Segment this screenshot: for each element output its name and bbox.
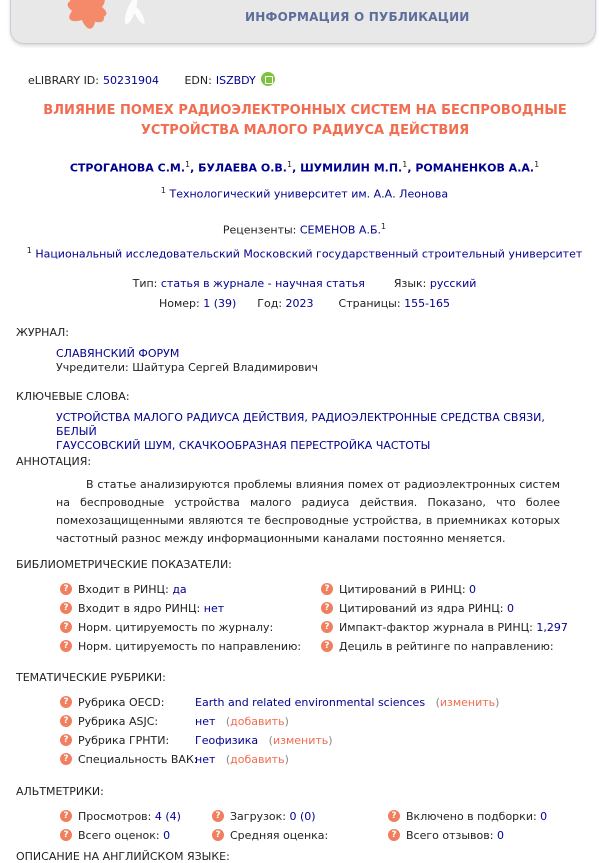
- author-link[interactable]: РОМАНЕНКОВ А.А.: [415, 161, 535, 175]
- biblio-heading: БИБЛИОМЕТРИЧЕСКИЕ ПОКАЗАТЕЛИ:: [16, 558, 232, 571]
- altmetric-value: 0: [540, 810, 548, 823]
- altmetric-value: 0 (0): [289, 810, 316, 823]
- altmetric-value: 0: [163, 829, 171, 842]
- help-icon[interactable]: ?: [321, 583, 333, 595]
- biblio-row: [60, 621, 273, 634]
- elib-id-link[interactable]: 50231904: [102, 74, 159, 87]
- founders-label: Учредители:: [56, 361, 129, 374]
- keywords-block: [56, 411, 576, 453]
- meta-type-lang: [0, 277, 609, 290]
- english-description-heading: ОПИСАНИЕ НА АНГЛИЙСКОМ ЯЗЫКЕ:: [16, 850, 230, 863]
- keywords-line-2[interactable]: ГАУССОВСКИЙ ШУМ, СКАЧКООБРАЗНАЯ ПЕРЕСТРОЙКА ЧАСТОТЫ: [56, 439, 431, 452]
- biblio-value: нет: [203, 602, 225, 615]
- help-icon[interactable]: ?: [60, 829, 72, 841]
- altmetric-label: Всего оценок:: [78, 829, 160, 842]
- abstract-heading: АННОТАЦИЯ:: [16, 455, 92, 468]
- author-affil-sup: 1: [185, 160, 191, 169]
- biblio-label: Цитирований из ядра РИНЦ:: [339, 602, 504, 615]
- altmetric-item: [212, 810, 316, 823]
- type-label: Тип:: [132, 277, 158, 290]
- rubric-value: нет: [195, 715, 216, 728]
- author-affil-sup: 1: [286, 160, 293, 169]
- altmetric-item: [60, 829, 170, 842]
- altmetric-label: Просмотров:: [78, 810, 152, 823]
- biblio-row: [321, 621, 568, 634]
- help-icon[interactable]: ?: [60, 753, 72, 765]
- biblio-row: [321, 602, 514, 615]
- rubric-label: Специальность ВАК:: [78, 753, 198, 766]
- biblio-value: 0: [469, 583, 477, 596]
- help-icon[interactable]: ?: [60, 696, 72, 708]
- help-icon[interactable]: ?: [60, 810, 72, 822]
- elib-id-label: eLIBRARY ID:: [28, 74, 99, 87]
- publication-title: [20, 101, 590, 141]
- affiliation-link[interactable]: Национальный исследовательский Московский государственный строительный университет: [35, 247, 583, 261]
- affiliation-link[interactable]: Технологический университет им. А.А. Леонова: [169, 187, 449, 201]
- year-label: Год:: [257, 297, 283, 310]
- rubric-value-row: Earth and related environmental sciences (изменить): [195, 696, 500, 709]
- help-icon[interactable]: ?: [60, 734, 72, 746]
- rubric-value-row: Геофизика (изменить): [195, 734, 333, 747]
- header-title: ИНФОРМАЦИЯ О ПУБЛИКАЦИИ: [245, 10, 470, 24]
- pages-value: 155-165: [404, 297, 451, 310]
- lang-label: Язык:: [393, 277, 427, 290]
- biblio-row: [321, 640, 554, 653]
- rubric-change-link[interactable]: изменить: [439, 696, 496, 709]
- biblio-label: Норм. цитируемость по направлению:: [78, 640, 302, 653]
- altmetrics-heading: АЛЬТМЕТРИКИ:: [16, 785, 104, 798]
- altmetric-label: Средняя оценка:: [230, 829, 329, 842]
- altmetric-label: Загрузок:: [230, 810, 286, 823]
- authors-list: СТРОГАНОВА С.М.$^1$, БУЛАЕВА О.В.$^1$, ШУМИЛИН М.П.$^1$, РОМАНЕНКОВ А.А.$^1$: [69, 160, 540, 175]
- biblio-value: 1,297: [536, 621, 568, 634]
- citation-export-icon[interactable]: [261, 72, 275, 86]
- help-icon[interactable]: ?: [212, 829, 224, 841]
- issue-label: Номер:: [158, 297, 200, 310]
- rubric-add-link[interactable]: добавить: [230, 715, 285, 728]
- journal-block: [56, 347, 576, 375]
- author-affil-sup: 1: [534, 160, 540, 169]
- reviewers: [0, 222, 609, 237]
- help-icon[interactable]: ?: [388, 829, 400, 841]
- biblio-label: Норм. цитируемость по журналу:: [78, 621, 274, 634]
- rubric-value[interactable]: Earth and related environmental sciences: [195, 696, 426, 709]
- rubric-label: Рубрика ASJC:: [78, 715, 159, 728]
- biblio-row: [321, 583, 476, 596]
- biblio-value: 0: [506, 602, 514, 615]
- rubric-label: Рубрика OECD:: [78, 696, 165, 709]
- author-link[interactable]: БУЛАЕВА О.В.: [198, 161, 287, 175]
- altmetric-item: [388, 829, 504, 842]
- biblio-label: Дециль в рейтинге по направлению:: [339, 640, 554, 653]
- biblio-label: Импакт-фактор журнала в РИНЦ:: [339, 621, 533, 634]
- flower-logo-icon: [11, 0, 151, 44]
- altmetric-item: [212, 829, 328, 842]
- altmetric-value[interactable]: 4 (4): [154, 810, 181, 823]
- altmetric-value: 0: [496, 829, 504, 842]
- page-header: [10, 0, 596, 44]
- altmetric-item: [388, 810, 547, 823]
- affiliation-2: [0, 246, 609, 261]
- rubric-value-row: нет (добавить): [195, 715, 289, 728]
- founders-value: Шайтура Сергей Владимирович: [132, 361, 319, 374]
- affiliation-1: [0, 186, 609, 201]
- edn-link[interactable]: ISZBDY: [215, 74, 256, 87]
- rubric-row: [60, 715, 158, 728]
- reviewers-label: Рецензенты:: [222, 223, 297, 237]
- type-value: статья в журнале - научная статья: [160, 277, 365, 290]
- rubrics-heading: ТЕМАТИЧЕСКИЕ РУБРИКИ:: [16, 671, 166, 684]
- biblio-value: да: [172, 583, 187, 596]
- keywords-heading: КЛЮЧЕВЫЕ СЛОВА:: [16, 390, 130, 403]
- biblio-row: [60, 583, 187, 596]
- altmetric-label: Всего отзывов:: [406, 829, 494, 842]
- journal-link[interactable]: СЛАВЯНСКИЙ ФОРУМ: [56, 347, 180, 360]
- title-line-2: УСТРОЙСТВА МАЛОГО РАДИУСА ДЕЙСТВИЯ: [140, 123, 470, 138]
- rubric-add-link[interactable]: добавить: [230, 753, 285, 766]
- author-affil-sup: 1: [402, 160, 408, 169]
- help-icon[interactable]: ?: [60, 640, 72, 652]
- rubric-change-link[interactable]: изменить: [272, 734, 329, 747]
- biblio-label: Входит в ядро РИНЦ:: [78, 602, 201, 615]
- lang-value: русский: [429, 277, 477, 290]
- rubric-row: [60, 734, 169, 747]
- title-line-1: ВЛИЯНИЕ ПОМЕХ РАДИОЭЛЕКТРОННЫХ СИСТЕМ НА БЕСПРОВОДНЫЕ: [43, 103, 567, 118]
- help-icon[interactable]: ?: [321, 640, 333, 652]
- publication-ids: [28, 74, 279, 88]
- abstract-text: В статье анализируются проблемы влияния помех от радиоэлектронных систем на беспроводные устройства малого радиуса действия. Показано, что более помехозащищенными являются те беспроводные устройства, в приемниках которых частотный разнос между информационными каналами постоянно меняется.: [56, 478, 560, 545]
- reviewer-sup: 1: [380, 222, 387, 231]
- help-icon[interactable]: ?: [60, 583, 72, 595]
- edn-label: EDN:: [184, 74, 212, 87]
- issue-link[interactable]: 1 (39): [203, 297, 237, 310]
- help-icon[interactable]: ?: [321, 621, 333, 633]
- keywords-line-1[interactable]: УСТРОЙСТВА МАЛОГО РАДИУСА ДЕЙСТВИЯ, РАДИОЭЛЕКТРОННЫЕ СРЕДСТВА СВЯЗИ, БЕЛЫЙ: [56, 411, 545, 438]
- pages-label: Страницы:: [338, 297, 401, 310]
- rubric-value[interactable]: Геофизика: [195, 734, 259, 747]
- help-icon[interactable]: ?: [60, 602, 72, 614]
- meta-issue: [0, 297, 609, 310]
- affiliation-sup: 1: [26, 246, 32, 255]
- rubric-label: Рубрика ГРНТИ:: [78, 734, 170, 747]
- rubric-row: [60, 696, 164, 709]
- altmetric-item: [60, 810, 181, 823]
- help-icon[interactable]: ?: [60, 715, 72, 727]
- biblio-label: Входит в РИНЦ:: [78, 583, 169, 596]
- altmetric-label: Включено в подборки:: [406, 810, 537, 823]
- reviewer-link[interactable]: СЕМЕНОВ А.Б.: [299, 223, 381, 237]
- help-icon[interactable]: ?: [60, 621, 72, 633]
- author-link[interactable]: ШУМИЛИН М.П.: [300, 161, 403, 175]
- biblio-label: Цитирований в РИНЦ:: [339, 583, 466, 596]
- year-value: 2023: [285, 297, 314, 310]
- rubric-value: нет: [195, 753, 216, 766]
- rubric-value-row: нет (добавить): [195, 753, 289, 766]
- help-icon[interactable]: ?: [321, 602, 333, 614]
- help-icon[interactable]: ?: [388, 810, 400, 822]
- biblio-row: [60, 602, 224, 615]
- rubric-row: [60, 753, 197, 766]
- author-link[interactable]: СТРОГАНОВА С.М.: [69, 161, 186, 175]
- affiliation-sup: 1: [160, 186, 166, 195]
- biblio-row: [60, 640, 301, 653]
- help-icon[interactable]: ?: [212, 810, 224, 822]
- journal-heading: ЖУРНАЛ:: [16, 326, 69, 339]
